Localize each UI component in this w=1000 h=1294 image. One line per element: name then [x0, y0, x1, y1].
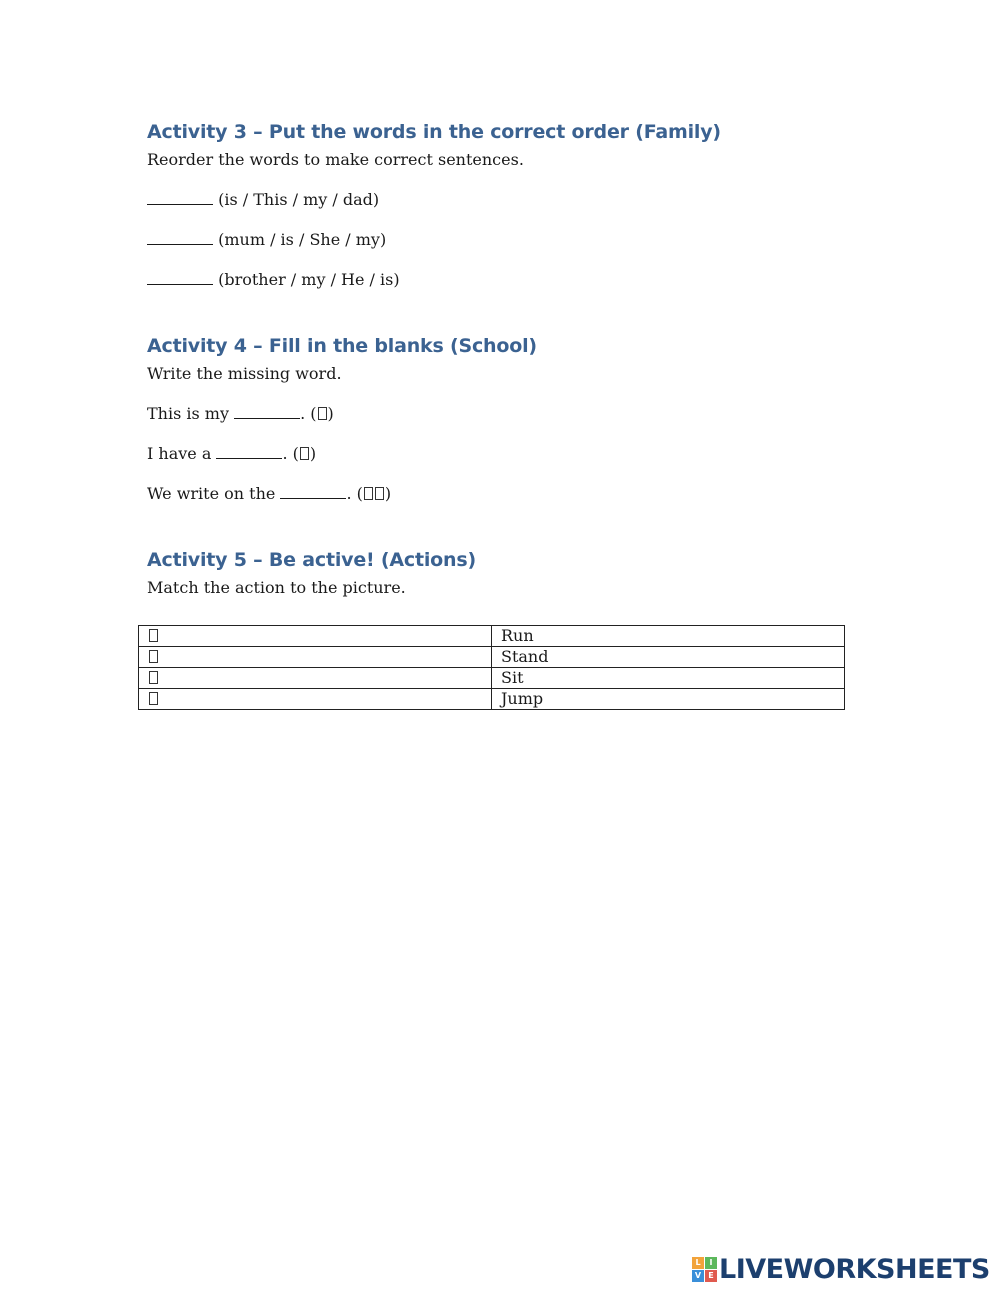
picture-cell[interactable]	[139, 647, 492, 668]
picture-cell[interactable]	[139, 626, 492, 647]
activity-4-section	[147, 332, 847, 506]
missing-glyph-icon	[149, 692, 158, 705]
answer-blank[interactable]	[234, 404, 300, 419]
activity-4-item	[147, 442, 847, 466]
sentence-start: We write on the	[147, 484, 281, 503]
sentence-start: This is my	[147, 404, 235, 423]
answer-blank[interactable]	[147, 190, 213, 205]
logo-mark-letter: V	[692, 1270, 704, 1282]
action-cell[interactable]: Run	[492, 626, 845, 647]
activity-5-section	[147, 546, 847, 600]
missing-glyph-icon	[375, 487, 384, 500]
table-row	[139, 647, 845, 668]
action-cell[interactable]: Stand	[492, 647, 845, 668]
logo-mark-letter: E	[705, 1270, 717, 1282]
table-row	[139, 626, 845, 647]
table-row	[139, 689, 845, 710]
logo-mark-icon	[692, 1257, 717, 1282]
word-hint: (is / This / my / dad)	[218, 190, 380, 209]
activity-3-instruction: Reorder the words to make correct sentences.	[147, 150, 524, 169]
missing-glyph-icon	[149, 629, 158, 642]
activity-5-title: Activity 5 – Be active! (Actions)	[147, 549, 476, 571]
activity-4-instruction: Write the missing word.	[147, 364, 342, 383]
missing-glyph-icon	[149, 650, 158, 663]
picture-cell[interactable]	[139, 689, 492, 710]
missing-glyph-icon	[364, 487, 373, 500]
activity-3-title: Activity 3 – Put the words in the correct order (Family)	[147, 121, 721, 143]
paren-close: )	[327, 404, 334, 423]
activity-3-item	[147, 188, 847, 212]
activity-5-instruction: Match the action to the picture.	[147, 578, 406, 597]
answer-blank[interactable]	[147, 270, 213, 285]
missing-glyph-icon	[318, 407, 327, 420]
sentence-end: . (	[346, 484, 363, 503]
activity-3-item	[147, 268, 847, 292]
paren-close: )	[309, 444, 317, 463]
activity-4-title: Activity 4 – Fill in the blanks (School)	[147, 335, 537, 357]
sentence-start: I have a	[147, 444, 217, 463]
missing-glyph-icon	[300, 447, 309, 460]
paren-close: )	[384, 484, 392, 503]
activity-4-item	[147, 482, 847, 506]
answer-blank[interactable]	[147, 230, 213, 245]
match-table	[138, 625, 845, 710]
answer-blank[interactable]	[280, 484, 346, 499]
word-hint: (brother / my / He / is)	[218, 270, 400, 289]
worksheet-content	[147, 118, 847, 630]
picture-cell[interactable]	[139, 668, 492, 689]
word-hint: (mum / is / She / my)	[218, 230, 387, 249]
answer-blank[interactable]	[216, 444, 282, 459]
liveworksheets-logo[interactable]	[692, 1254, 990, 1285]
sentence-end: . (	[300, 404, 317, 423]
activity-3-section	[147, 118, 847, 292]
logo-mark-letter: I	[705, 1257, 717, 1269]
activity-4-item	[147, 402, 847, 426]
table-row	[139, 668, 845, 689]
logo-text: LIVEWORKSHEETS	[719, 1254, 990, 1285]
action-cell[interactable]: Jump	[492, 689, 845, 710]
missing-glyph-icon	[149, 671, 158, 684]
sentence-end: . (	[282, 444, 299, 463]
activity-3-item	[147, 228, 847, 252]
logo-mark-letter: L	[692, 1257, 704, 1269]
action-cell[interactable]: Sit	[492, 668, 845, 689]
